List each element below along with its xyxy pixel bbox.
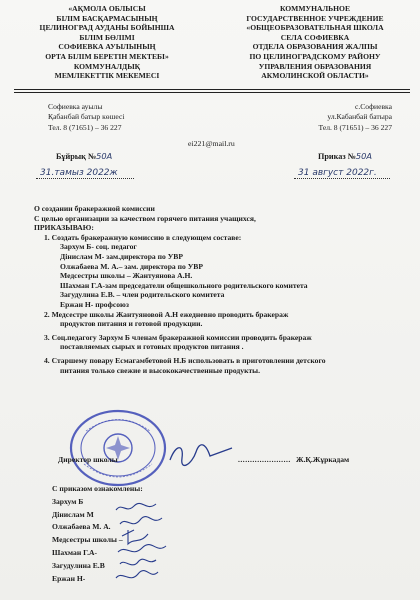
- item-1: 1. Создать бракеражную комиссию в следующем составе:: [44, 232, 242, 242]
- header-right-line: «ОБЩЕОБРАЗОВАТЕЛЬНАЯ ШКОЛА: [246, 23, 384, 33]
- item-4: 4. Старшему повару Есмагамбетовой Н.Б использовать в приготовлении детского: [44, 355, 326, 365]
- member: Зархум Б- соц. педагог: [60, 242, 137, 252]
- header-left-line: СОФИЕВКА АУЫЛЫНЫҢ: [58, 42, 156, 52]
- signature-dotted-line: ......................: [238, 455, 291, 464]
- ack-person: Шахман Г.А-: [52, 547, 98, 557]
- ack-person: Зархум Б: [52, 496, 84, 506]
- order-label: Бұйрық №: [56, 152, 97, 161]
- item-4-cont: питания только свежие и высококачественные продукты.: [60, 365, 261, 375]
- order-body: [34, 204, 394, 375]
- address-right-line: с.Софиевка: [354, 102, 392, 111]
- order-label: Приказ №: [318, 152, 356, 161]
- ack-person: Медсестры школы –: [52, 535, 123, 545]
- address-right-line: ул.Кабанбай батыра: [327, 112, 392, 122]
- order-number: 50А: [355, 151, 372, 161]
- member: Шахман Г.А-зам председатели общешкольного родительского комитета: [60, 280, 308, 290]
- member: Олжабаева М. А.– зам. директора по УВР: [60, 261, 203, 271]
- ack-person: Загудулина Е.В: [52, 560, 105, 570]
- header-left-line: БІЛІМ БАСҚАРМАСЫНЫҢ: [56, 13, 158, 23]
- address-left-line: Қабанбай батыр көшесі: [48, 112, 125, 122]
- header-left-line: ЦЕЛИНОГРАД АУДАНЫ БОЙЫНША: [39, 23, 175, 33]
- ack-person: Дінислам М: [52, 509, 94, 519]
- header-right-line: ОТДЕЛА ОБРАЗОВАНИЯ ЖАЛПЫ: [252, 42, 378, 52]
- order-number-left: [56, 151, 112, 161]
- member: Загудулина Е.В. – член родительского комитета: [60, 290, 225, 300]
- official-stamp: [66, 406, 170, 490]
- order-number: 50А: [96, 151, 113, 161]
- member: Медсестры школы – Жантуянова А.Н.: [60, 271, 193, 281]
- ack-title: С приказом ознакомлены:: [52, 484, 143, 493]
- subject: О создании бракеражной комиссии: [34, 204, 155, 213]
- director-name: Ж.Қ.Жұркадам: [296, 455, 350, 464]
- header-right-line: АКМОЛИНСКОЙ ОБЛАСТИ»: [261, 71, 369, 81]
- purpose: С целью организации за качеством горячего питания учащихся,: [34, 213, 256, 223]
- header-left-line: КОММУНАЛДЫҚ: [73, 61, 141, 71]
- director-signature: [166, 440, 236, 468]
- header-left-line: МЕМЛЕКЕТТІК МЕКЕМЕСІ: [54, 71, 160, 81]
- header-right-line: УПРАВЛЕНИЯ ОБРАЗОВАНИЯ: [258, 61, 372, 71]
- header-right-line: СЕЛА СОФИЕВКА: [280, 32, 350, 42]
- date-underline: [294, 178, 390, 179]
- header-left: [22, 4, 192, 81]
- address-left-line: Софиевка ауылы: [48, 102, 103, 111]
- ack-person: Олжабаева М. А.: [52, 522, 111, 532]
- header-right-line: КОММУНАЛЬНОЕ: [279, 4, 351, 13]
- header-left-line: «АҚМОЛА ОБЛЫСЫ: [68, 4, 146, 13]
- director-label: Директор школы: [58, 455, 118, 464]
- item-3: 3. Соц.педагогу Зархум Б членам бракеражной комиссии проводить бракераж: [44, 332, 312, 342]
- header-left-line: БІЛІМ БӨЛІМІ: [79, 32, 135, 42]
- prikazyvayu: ПРИКАЗЫВАЮ:: [34, 223, 94, 233]
- member: Дінислам М- зам.директора по УВР: [60, 251, 183, 261]
- date-left: 31.тамыз 2022ж: [40, 168, 118, 178]
- header-right-line: ГОСУДАРСТВЕННОЕ УЧРЕЖДЕНИЕ: [246, 13, 384, 23]
- date-underline: [36, 178, 134, 179]
- order-number-right: [318, 151, 372, 161]
- ack-signatures: [112, 500, 172, 590]
- header-divider: [14, 92, 410, 93]
- date-right: 31 август 2022г.: [298, 168, 377, 178]
- item-3-cont: поставляемых сырых и готовых продуктов питания .: [60, 342, 244, 352]
- address-right: [318, 102, 392, 133]
- address-left-line: Тел. 8 (71651) – 36 227: [48, 122, 122, 132]
- header-right: [222, 4, 408, 81]
- ack-person: Ержан Н-: [52, 573, 86, 583]
- email-address: ei221@mail.ru: [188, 139, 235, 148]
- header-divider: [14, 89, 410, 90]
- item-2-cont: продуктов питания и готовой продукции.: [60, 319, 203, 329]
- member: Ержан Н- профсоюз: [60, 299, 129, 309]
- address-right-line: Тел. 8 (71651) – 36 227: [318, 122, 392, 132]
- address-left: [48, 102, 124, 133]
- header-left-line: ОРТА БІЛІМ БЕРЕТІН МЕКТЕБІ»: [45, 51, 169, 61]
- item-2: 2. Медсестре школы Жантуяновой А.Н ежедневно проводить бракераж: [44, 309, 289, 319]
- header-right-line: ПО ЦЕЛИНОГРАДСКОМУ РАЙОНУ: [249, 51, 381, 61]
